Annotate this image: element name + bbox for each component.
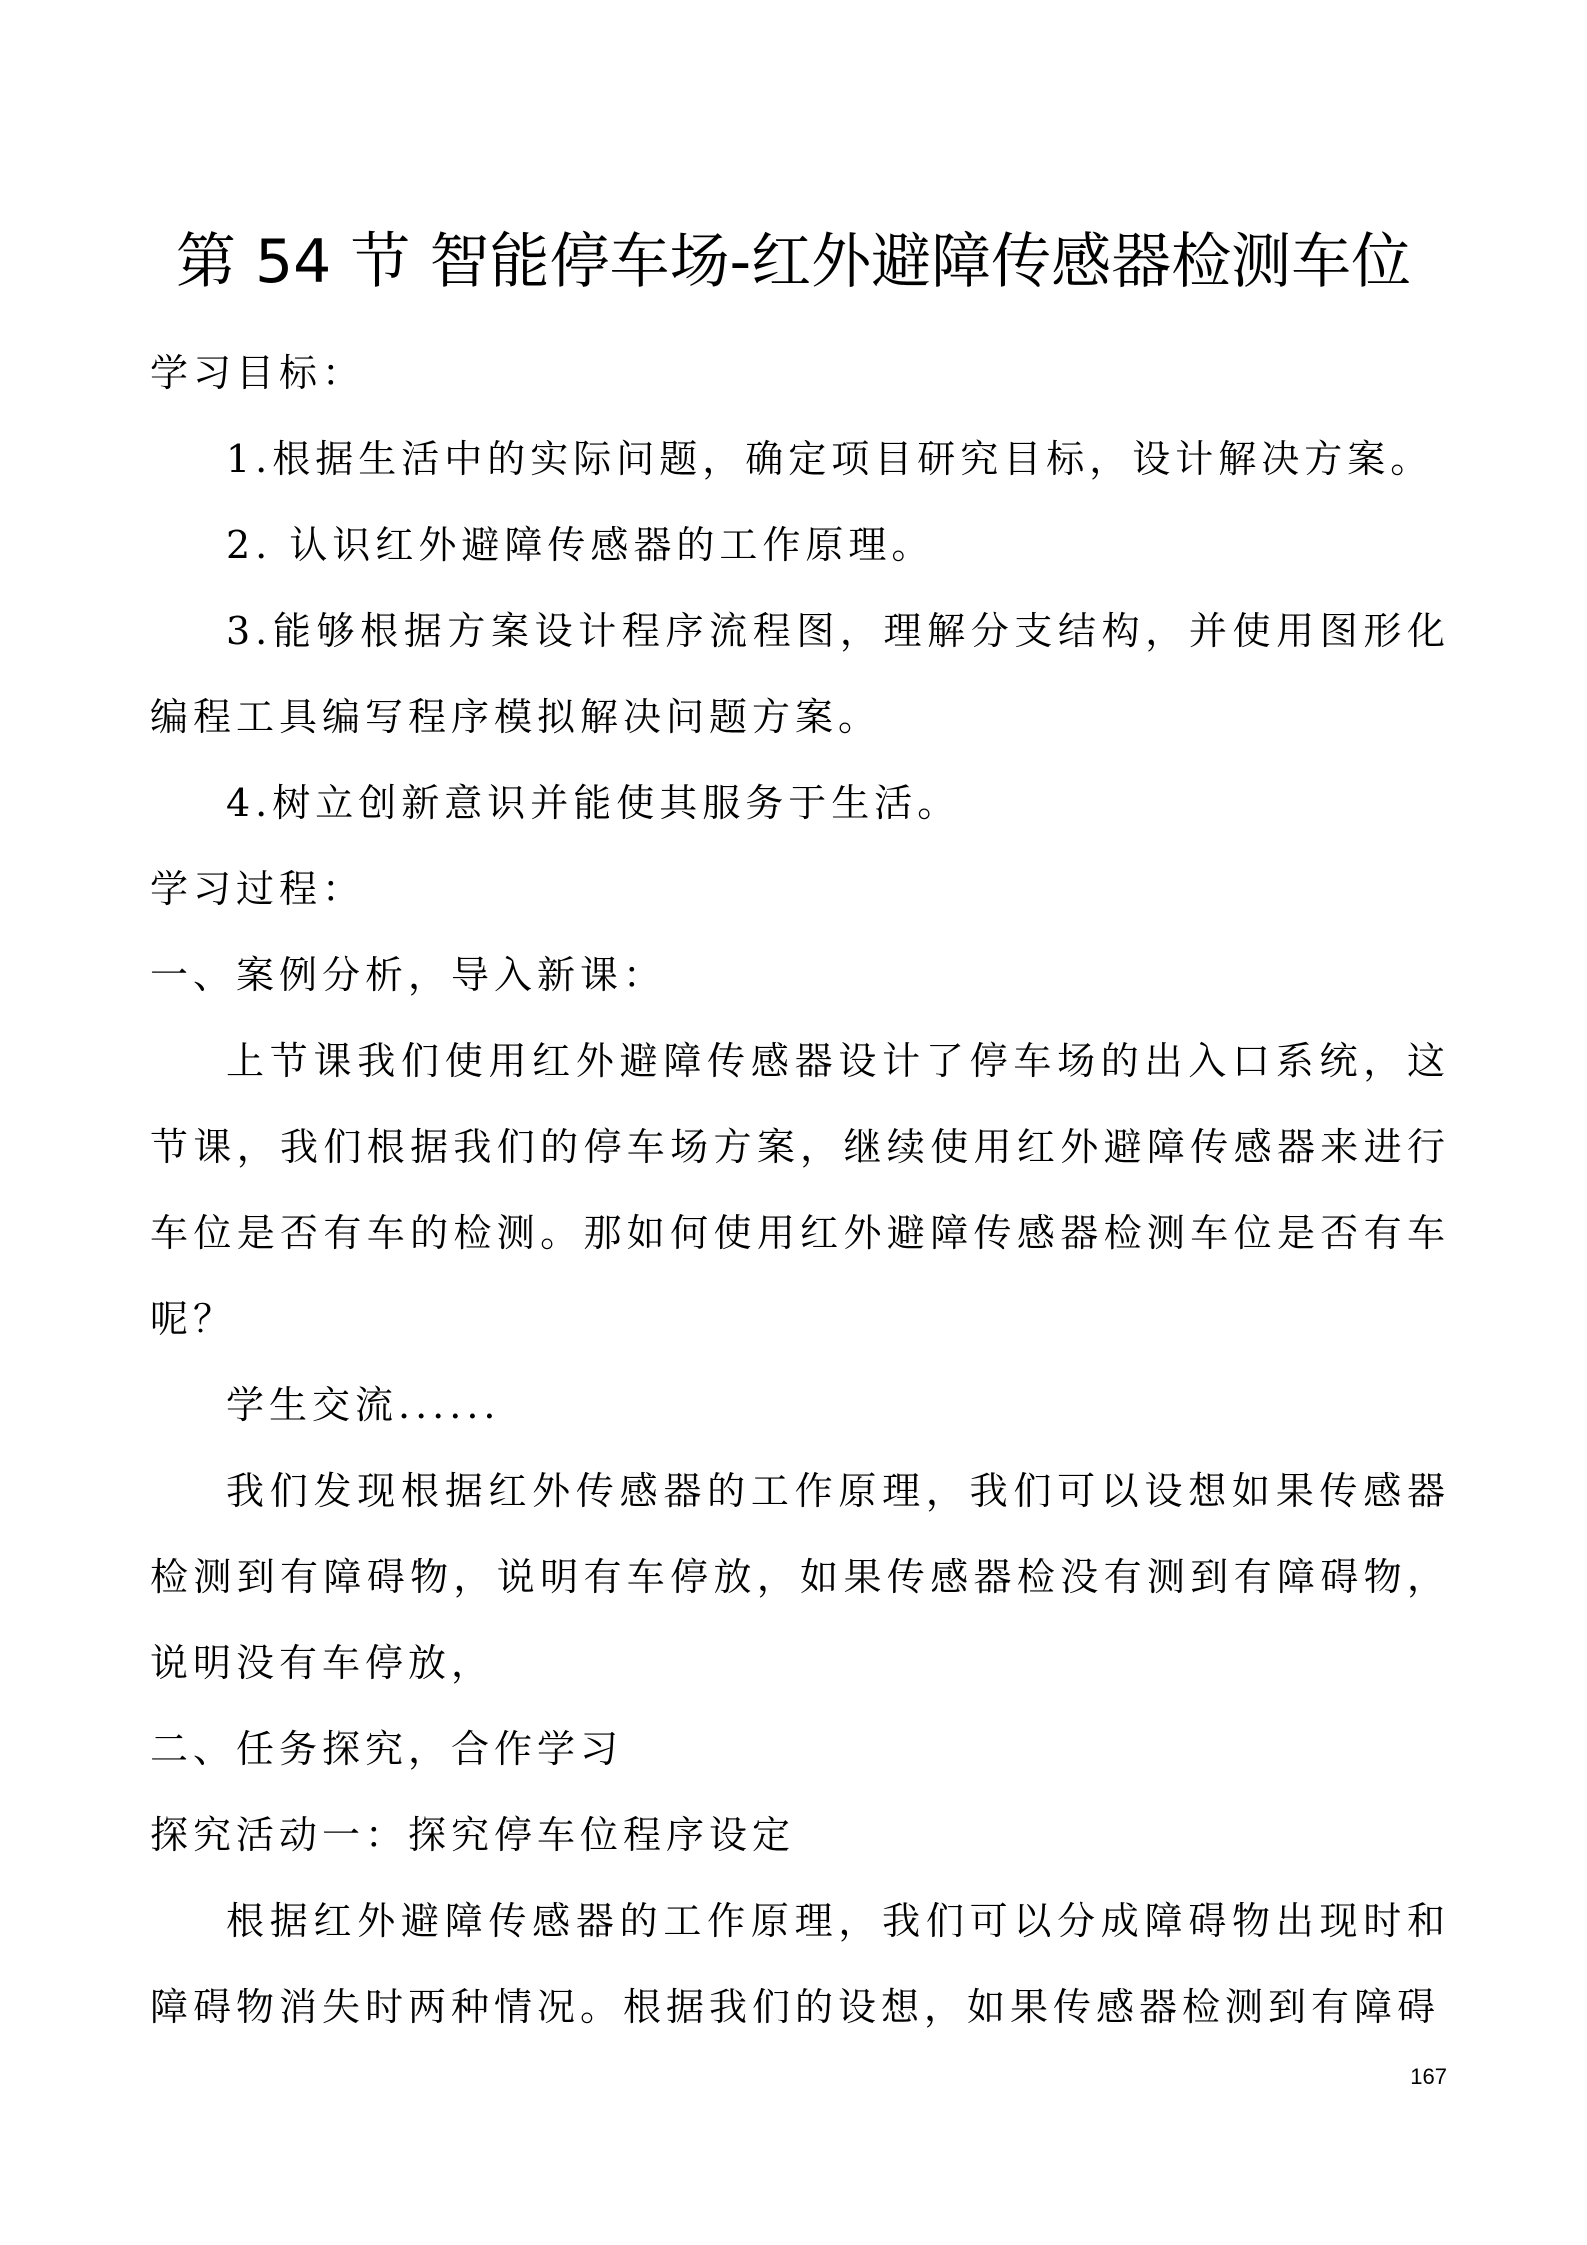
process-heading: 学习过程： — [150, 867, 366, 911]
objective-item: 1.根据生活中的实际问题，确定项目研究目标，设计解决方案。 — [226, 437, 1434, 481]
document-body — [150, 330, 1450, 2050]
objective-item: 2. 认识红外避障传感器的工作原理。 — [226, 523, 935, 567]
part2-heading: 二、任务探究，合作学习 — [150, 1727, 624, 1771]
body-paragraph: 根据红外避障传感器的工作原理，我们可以分成障碍物出现时和障碍物消失时两种情况。根据我们的设想，如果传感器检测到有障碍 — [150, 1899, 1450, 2029]
body-paragraph: 我们发现根据红外传感器的工作原理，我们可以设想如果传感器检测到有障碍物，说明有车停放，如果传感器检没有测到有障碍物，说明没有车停放， — [150, 1469, 1450, 1685]
objective-item: 3.能够根据方案设计程序流程图，理解分支结构，并使用图形化编程工具编写程序模拟解决问题方案。 — [150, 609, 1450, 739]
page-title: 第 54 节 智能停车场-红外避障传感器检测车位 — [175, 227, 1412, 297]
objective-item: 4.树立创新意识并能使其服务于生活。 — [226, 781, 961, 825]
page-number: 167 — [1410, 2064, 1447, 2089]
part1-heading: 一、案例分析，导入新课： — [150, 953, 667, 997]
body-paragraph: 学生交流...... — [226, 1383, 501, 1427]
body-paragraph: 上节课我们使用红外避障传感器设计了停车场的出入口系统，这节课，我们根据我们的停车场方案，继续使用红外避障传感器来进行车位是否有车的检测。那如何使用红外避障传感器检测车位是否有车呢？ — [150, 1039, 1450, 1341]
objectives-heading: 学习目标： — [150, 351, 366, 395]
activity1-heading: 探究活动一：探究停车位程序设定 — [150, 1813, 796, 1857]
